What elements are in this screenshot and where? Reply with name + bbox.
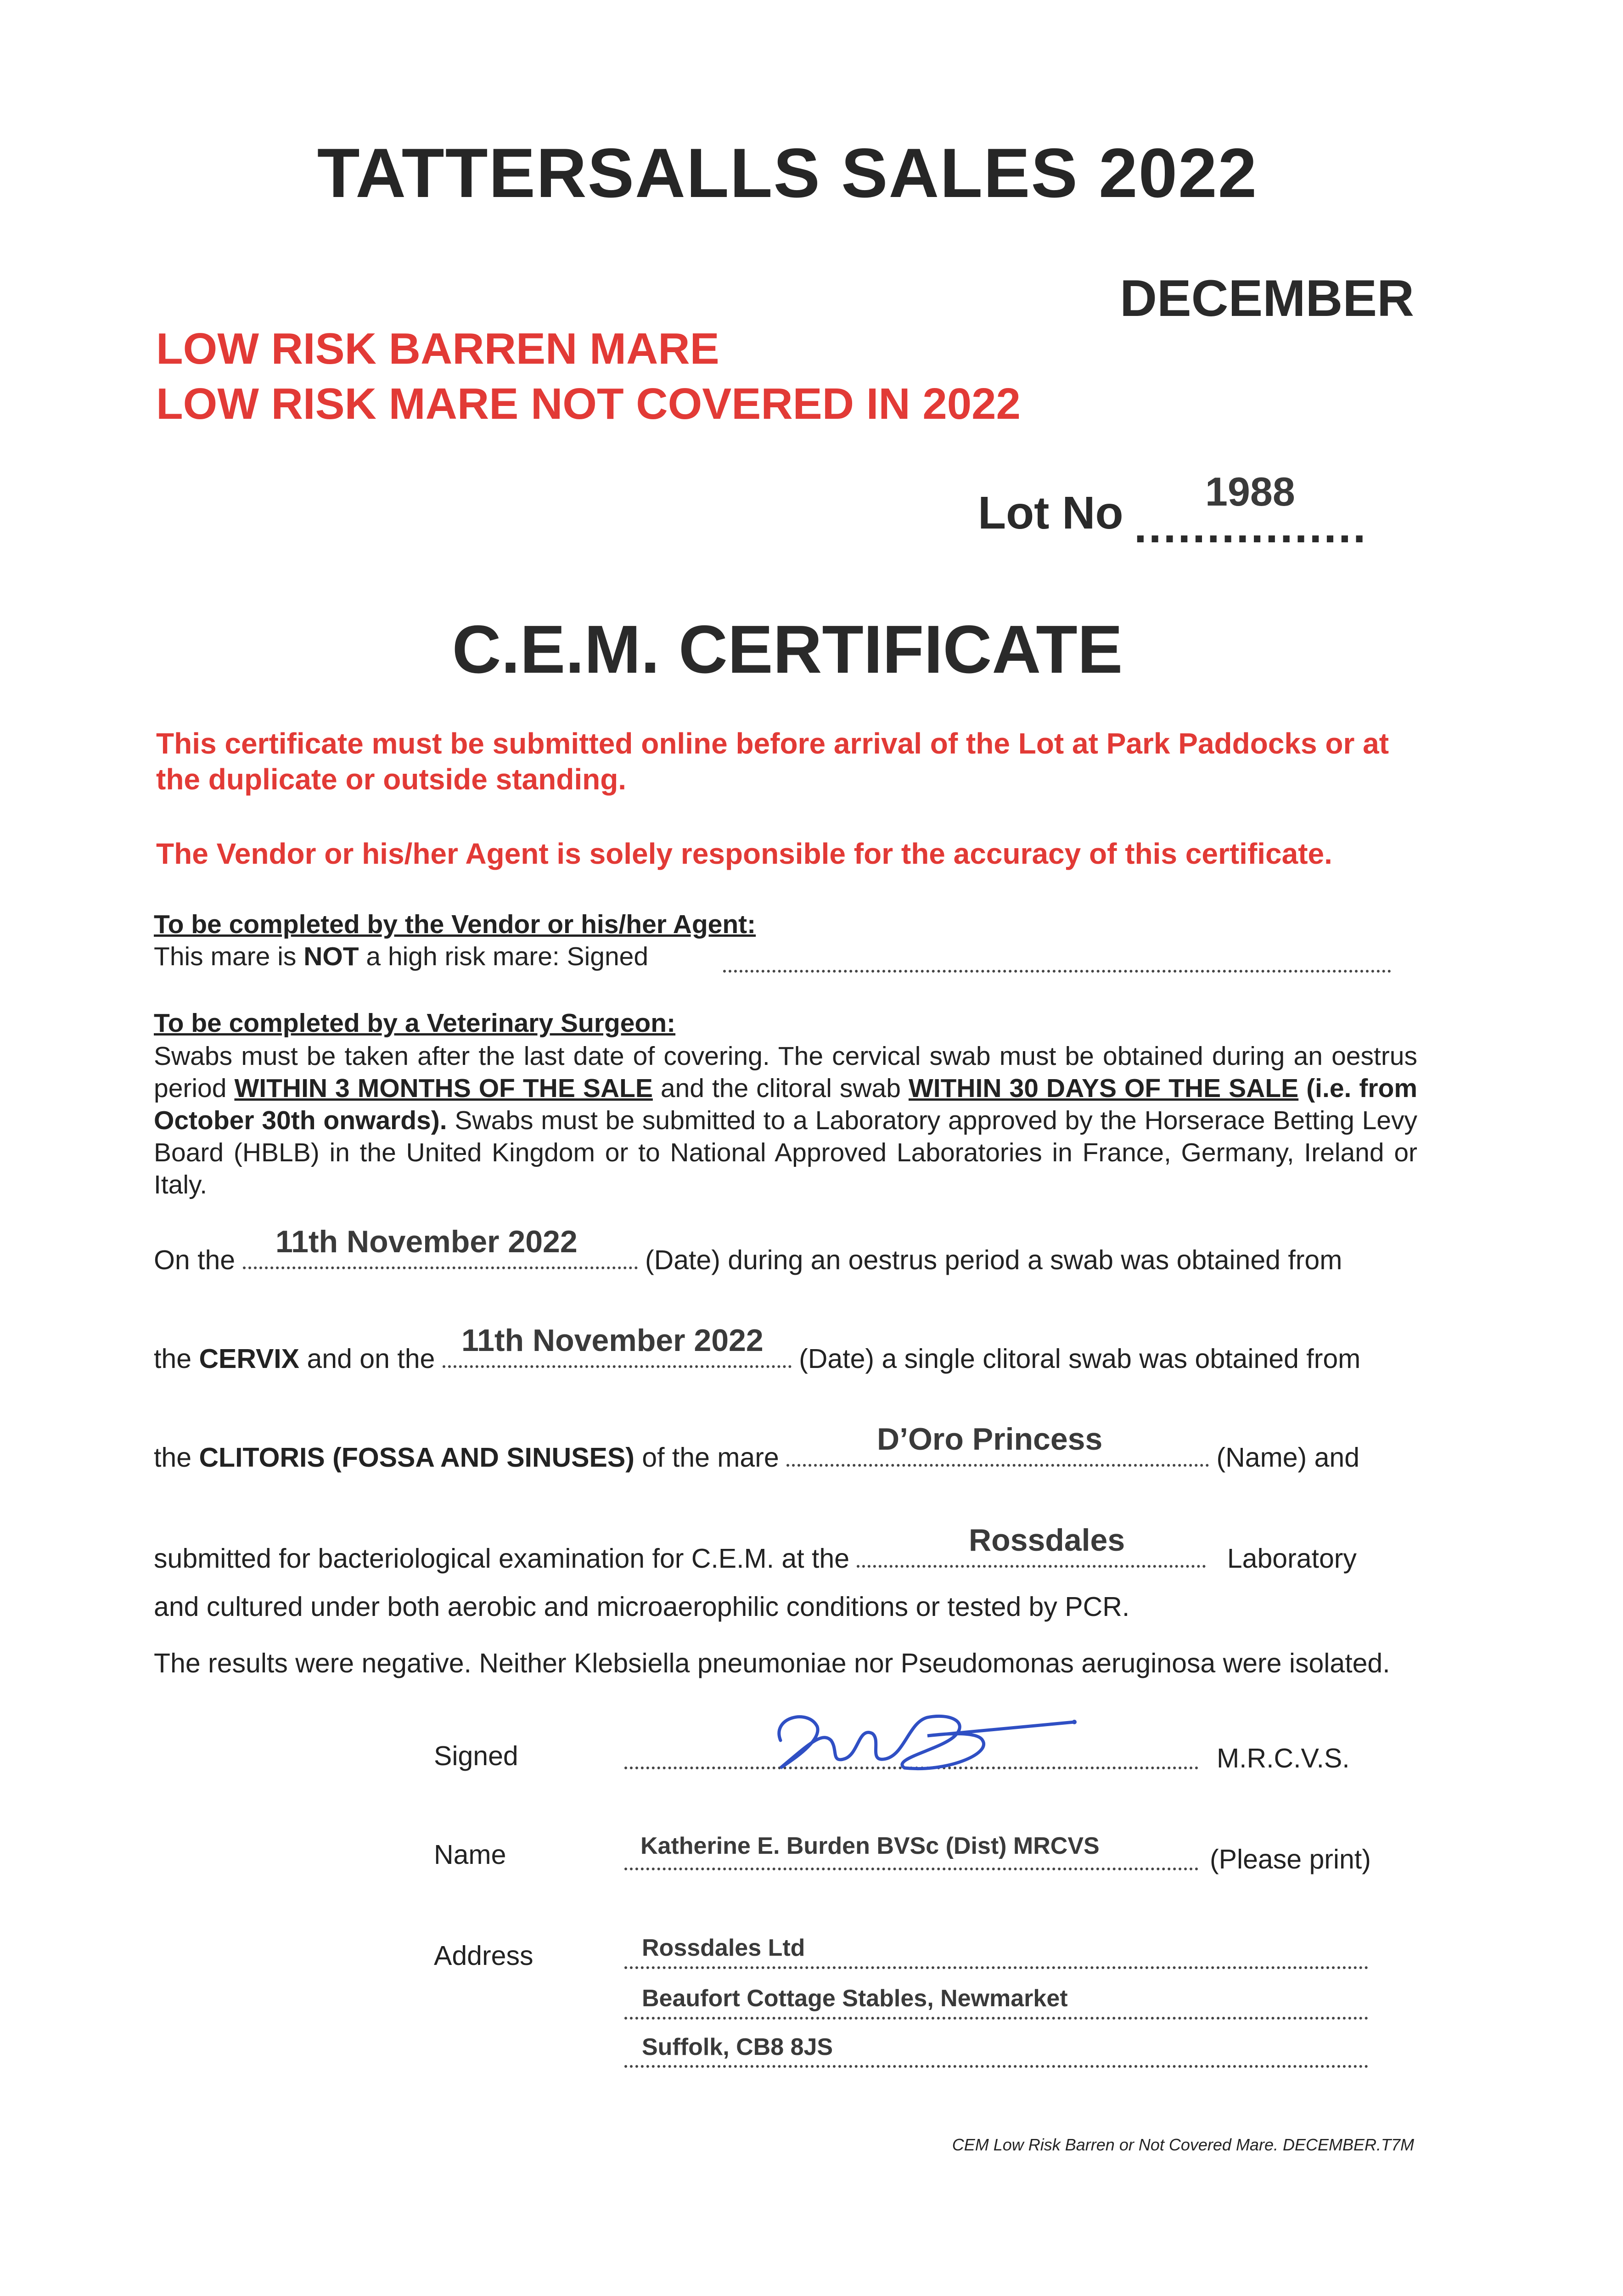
- address-line-3[interactable]: [624, 2064, 1368, 2068]
- date2-blank[interactable]: [443, 1362, 792, 1368]
- laboratory-name: Rossdales: [969, 1523, 1125, 1558]
- lot-label: Lot No: [978, 487, 1123, 539]
- and-on-the-label: and on the: [307, 1344, 435, 1374]
- clitoral-swab-date: 11th November 2022: [461, 1323, 764, 1358]
- submission-notice: This certificate must be submitted online before arrival of the Lot at Park Paddocks or at the duplicate or outside standing.: [156, 727, 1389, 796]
- results-statement: The results were negative. Neither Klebsiella pneumoniae nor Pseudomonas aeruginosa were isolated.: [154, 1648, 1390, 1678]
- vet-instructions: [154, 1040, 1417, 1201]
- submitted-label: submitted for bacteriological examination for C.E.M. at the: [154, 1543, 850, 1574]
- vet-instructions-p2: and the clitoral swab: [660, 1074, 901, 1103]
- lot-dots: ................: [1134, 501, 1368, 552]
- date1-suffix: (Date) during an oestrus period a swab was obtained from: [645, 1245, 1342, 1275]
- form-line-mare: [154, 1442, 1416, 1473]
- document-title: TATTERSALLS SALES 2022: [317, 134, 1258, 212]
- name-label: Name: [434, 1840, 506, 1870]
- mare-name-blank[interactable]: [786, 1460, 1209, 1467]
- mrcvs-label: M.R.C.V.S.: [1217, 1743, 1350, 1773]
- vendor-line-post: a high risk mare: Signed: [366, 942, 649, 971]
- vet-instructions-bold2: WITHIN 30 DAYS OF THE SALE: [908, 1074, 1299, 1103]
- vendor-section-heading: To be completed by the Vendor or his/her Agent:: [154, 910, 756, 939]
- date2-suffix: (Date) a single clitoral swab was obtained from: [799, 1344, 1361, 1374]
- address-value-1: Rossdales Ltd: [642, 1935, 805, 1961]
- address-line-2[interactable]: [624, 2016, 1368, 2020]
- vendor-line-pre: This mare is: [154, 942, 297, 971]
- the-label: the: [154, 1344, 192, 1374]
- the-label-2: the: [154, 1442, 192, 1473]
- sale-month: DECEMBER: [1120, 270, 1414, 327]
- handwritten-signature: [753, 1690, 1102, 1782]
- laboratory-suffix: Laboratory: [1227, 1543, 1357, 1574]
- form-code: CEM Low Risk Barren or Not Covered Mare. DECEMBER.T7M: [952, 2135, 1414, 2154]
- vet-name: Katherine E. Burden BVSc (Dist) MRCVS: [640, 1833, 1100, 1859]
- address-label: Address: [434, 1941, 534, 1971]
- vendor-line-not: NOT: [303, 942, 359, 971]
- certificate-title: C.E.M. CERTIFICATE: [452, 612, 1123, 687]
- vet-instructions-bold3: (i.e. from October 30th onwards).: [154, 1074, 1418, 1135]
- date1-blank[interactable]: [243, 1263, 638, 1269]
- mare-name: D’Oro Princess: [877, 1422, 1103, 1457]
- clitoris-label: CLITORIS (FOSSA AND SINUSES): [199, 1442, 635, 1473]
- address-value-2: Beaufort Cottage Stables, Newmarket: [642, 1985, 1068, 2012]
- address-line-1[interactable]: [624, 1965, 1368, 1969]
- name-line[interactable]: [624, 1867, 1198, 1870]
- vet-section-heading: To be completed by a Veterinary Surgeon:: [154, 1008, 676, 1038]
- vendor-signature-line[interactable]: [723, 969, 1391, 973]
- responsibility-notice: The Vendor or his/her Agent is solely responsible for the accuracy of this certificate.: [156, 837, 1332, 870]
- cervix-label: CERVIX: [199, 1344, 300, 1374]
- on-the-label: On the: [154, 1245, 236, 1275]
- lot-number: 1988: [1205, 469, 1295, 514]
- risk-category-1: LOW RISK BARREN MARE: [156, 324, 719, 373]
- laboratory-blank[interactable]: [857, 1561, 1206, 1568]
- signed-label: Signed: [434, 1741, 518, 1771]
- please-print-label: (Please print): [1210, 1844, 1371, 1874]
- vet-instructions-bold1: WITHIN 3 MONTHS OF THE SALE: [234, 1074, 653, 1103]
- cultured-line: and cultured under both aerobic and microaerophilic conditions or tested by PCR.: [154, 1592, 1130, 1622]
- risk-category-2: LOW RISK MARE NOT COVERED IN 2022: [156, 379, 1021, 428]
- mare-name-suffix: (Name) and: [1216, 1442, 1360, 1473]
- vet-instructions-p1: Swabs must be taken after the last date of covering. The cervical swab must be obtained during an oestrus period: [154, 1041, 1417, 1103]
- cervix-swab-date: 11th November 2022: [275, 1224, 578, 1259]
- form-line-laboratory: [154, 1543, 1416, 1574]
- form-line-date2: [154, 1343, 1416, 1374]
- vet-instructions-p3: Swabs must be submitted to a Laboratory approved by the Horserace Betting Levy Board (HBLB) in the United Kingdom or to National Approved Laboratories in France, Germany, Ireland or Italy.: [154, 1106, 1417, 1199]
- address-value-3: Suffolk, CB8 8JS: [642, 2034, 833, 2060]
- of-the-mare-label: of the mare: [642, 1442, 779, 1473]
- vendor-declaration: [154, 941, 648, 972]
